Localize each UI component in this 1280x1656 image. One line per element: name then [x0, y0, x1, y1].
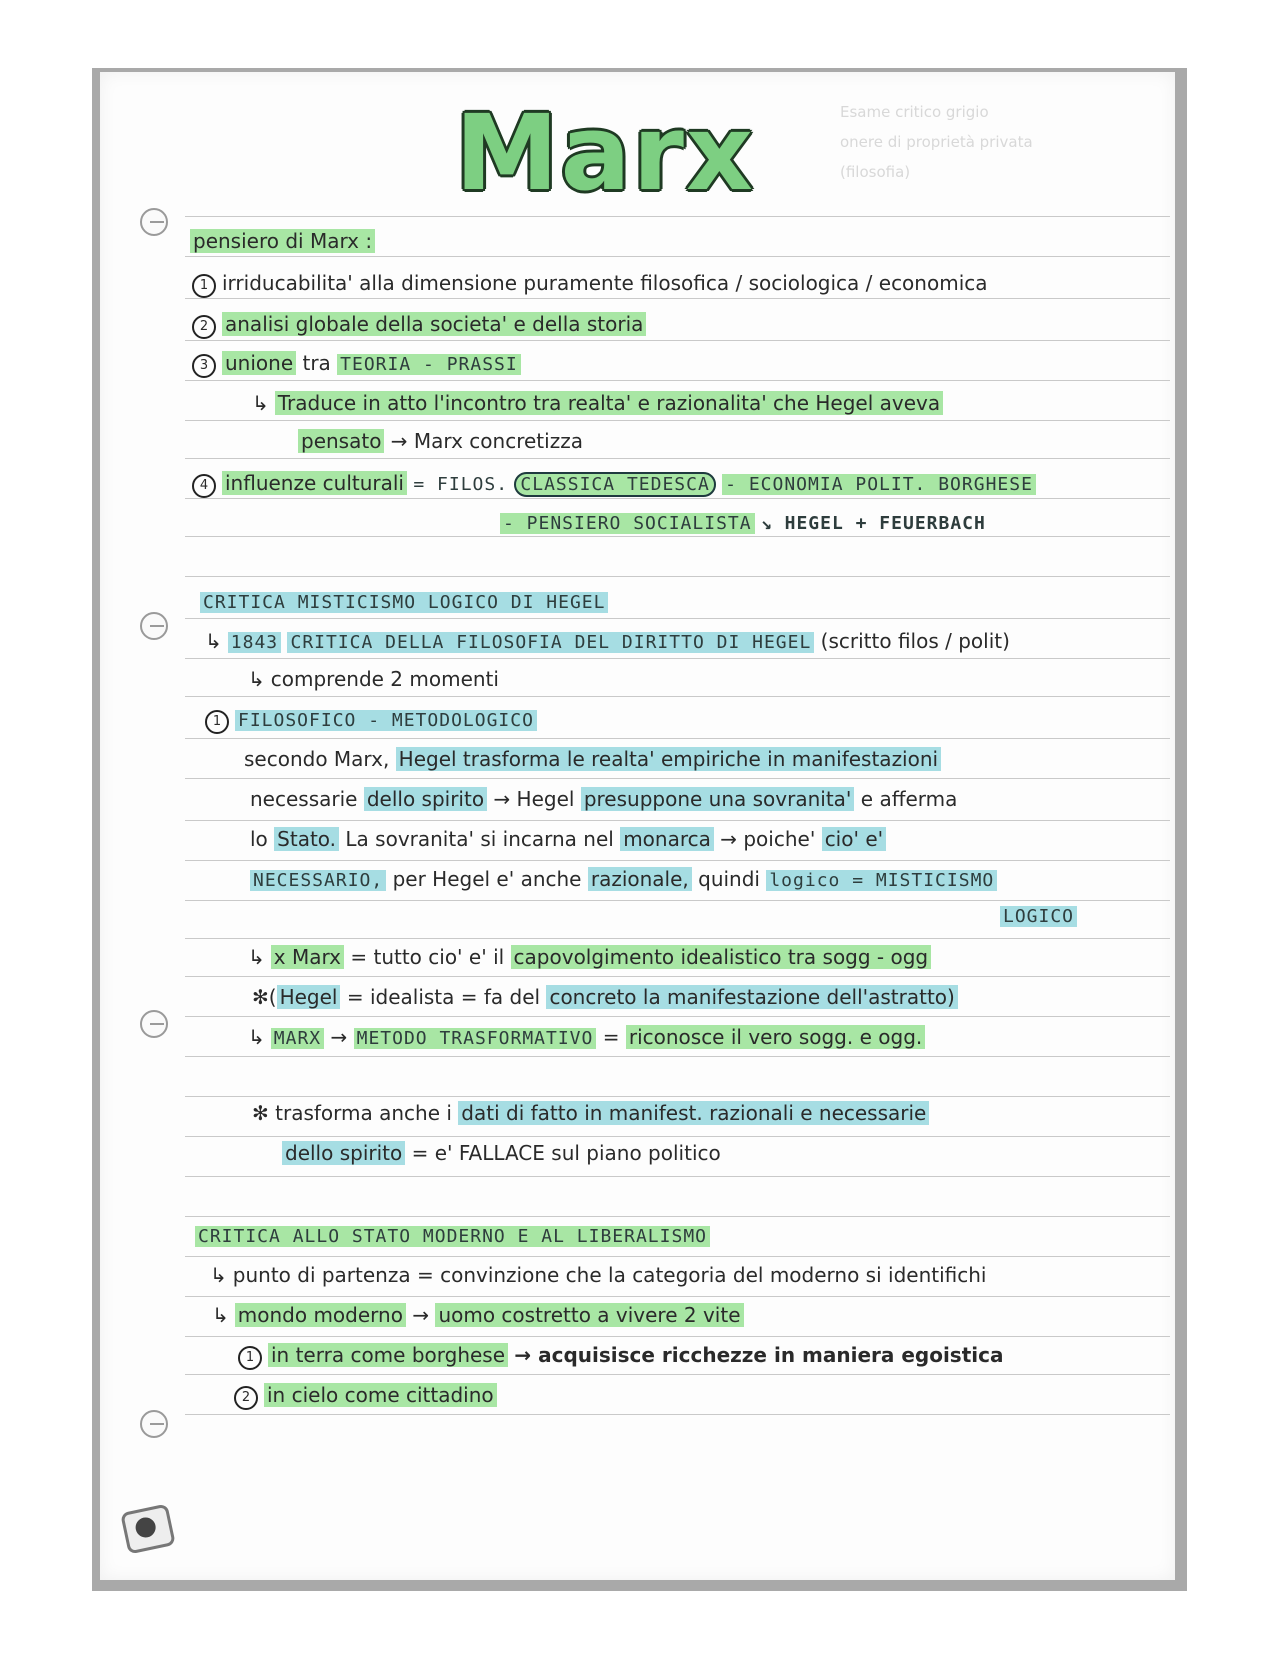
ruled-line	[185, 738, 1170, 739]
heading-text: pensiero di Marx :	[190, 229, 375, 253]
ruled-line	[185, 458, 1170, 459]
ruled-line	[185, 216, 1170, 217]
item-text: Hegel	[277, 985, 341, 1009]
ruled-line	[185, 498, 1170, 499]
item-text: - PENSIERO SOCIALISTA	[500, 513, 755, 534]
number-badge: 2	[234, 1386, 258, 1410]
item-text: METODO TRASFORMATIVO	[354, 1028, 597, 1049]
arrow-icon: ↳	[248, 945, 265, 969]
item-text: monarca	[620, 827, 714, 851]
ruled-line	[185, 1176, 1170, 1177]
ruled-line	[185, 778, 1170, 779]
item-text: → poiche'	[720, 827, 816, 851]
item-text: MARX	[271, 1028, 324, 1049]
ruled-line	[185, 1136, 1170, 1137]
list-item	[205, 706, 537, 734]
item-text: →	[330, 1025, 348, 1049]
item-text: =	[602, 1025, 620, 1049]
list-item	[192, 470, 1036, 498]
arrow-icon: ↳	[248, 1025, 265, 1049]
ruled-line	[185, 938, 1170, 939]
item-text: LOGICO	[1000, 906, 1077, 927]
item-text: unione	[222, 351, 296, 375]
ruled-line	[185, 618, 1170, 619]
item-text: per Hegel e' anche	[392, 867, 582, 891]
item-text: Traduce in atto l'incontro tra realta' e razionalita' che Hegel aveva	[275, 391, 943, 415]
item-text: (	[268, 985, 277, 1009]
item-text: necessarie	[250, 787, 358, 811]
ruled-line	[185, 820, 1170, 821]
ruled-line	[185, 1016, 1170, 1017]
item-text: razionale,	[588, 867, 692, 891]
item-text: → Marx concretizza	[390, 429, 583, 453]
asterisk-icon: ✻	[252, 985, 269, 1009]
list-item	[192, 270, 988, 298]
arrow-icon: ↳	[210, 1263, 227, 1287]
item-text: uomo costretto a vivere 2 vite	[435, 1303, 743, 1327]
item-text: - ECONOMIA POLIT. BORGHESE	[722, 474, 1036, 495]
item-text: Hegel trasforma le realta' empiriche in manifestazioni	[396, 747, 941, 771]
punch-hole	[140, 1010, 168, 1038]
paragraph-line	[250, 866, 997, 894]
item-text: NECESSARIO,	[250, 870, 386, 891]
item-text: in terra come borghese	[268, 1343, 508, 1367]
number-badge: 1	[205, 710, 229, 734]
ruled-line	[185, 976, 1170, 977]
ruled-line	[185, 1414, 1170, 1415]
sub-item	[252, 984, 958, 1010]
ruled-line	[185, 298, 1170, 299]
item-text: = FILOS.	[413, 474, 509, 495]
item-text: secondo Marx,	[244, 747, 390, 771]
item-text: riconosce il vero sogg. e ogg.	[626, 1025, 925, 1049]
item-text: irriducabilita' alla dimensione puramente filosofica / sociologica / economica	[222, 271, 988, 295]
item-text: ↘ HEGEL + FEUERBACH	[760, 513, 986, 534]
note-line	[252, 1100, 929, 1126]
item-text: Stato.	[274, 827, 339, 851]
item-text: (scritto filos / polit)	[820, 629, 1010, 653]
item-text: lo	[250, 827, 268, 851]
ruled-line	[185, 420, 1170, 421]
ruled-line	[185, 900, 1170, 901]
heading-text: CRITICA MISTICISMO LOGICO DI HEGEL	[200, 592, 608, 613]
ruled-line	[185, 340, 1170, 341]
bleed-through-text: onere di proprietà privata	[840, 133, 1033, 151]
item-text: TEORIA - PRASSI	[337, 354, 521, 375]
section-heading	[200, 588, 608, 616]
section-heading	[190, 228, 375, 254]
ruled-line	[185, 1216, 1170, 1217]
sub-item	[248, 944, 931, 970]
item-text: analisi globale della societa' e della storia	[222, 312, 646, 336]
number-badge: 1	[238, 1346, 262, 1370]
list-item	[192, 350, 521, 378]
punch-hole	[140, 1410, 168, 1438]
item-text: = idealista = fa del	[346, 985, 541, 1009]
arrow-icon: ↳	[205, 629, 222, 653]
paragraph-line	[244, 746, 941, 772]
item-text: logico = MISTICISMO	[766, 870, 997, 891]
number-badge: 4	[192, 474, 216, 498]
arrow-icon: ↳	[252, 391, 269, 415]
list-item	[205, 628, 1010, 656]
item-text: punto di partenza = convinzione che la categoria del moderno si identifichi	[232, 1263, 987, 1287]
item-text: tra	[302, 351, 331, 375]
ruled-line	[185, 860, 1170, 861]
item-text: concreto la manifestazione dell'astratto)	[546, 985, 957, 1009]
sub-item	[298, 428, 583, 454]
item-text: dello spirito	[364, 787, 487, 811]
item-text: pensato	[298, 429, 384, 453]
bleed-through-text: (filosofia)	[840, 163, 911, 181]
ruled-line	[185, 576, 1170, 577]
bleed-through-text: Esame critico grigio	[840, 103, 989, 121]
list-item	[212, 1302, 744, 1328]
item-text: = e' FALLACE sul piano politico	[411, 1141, 721, 1165]
ruled-line	[185, 380, 1170, 381]
item-text: dello spirito	[282, 1141, 405, 1165]
item-text: → acquisisce ricchezze in maniera egoistica	[514, 1343, 1004, 1367]
number-badge: 3	[192, 354, 216, 378]
asterisk-icon: ✻	[252, 1101, 269, 1125]
number-badge: 1	[192, 274, 216, 298]
sub-item	[500, 509, 986, 537]
ruled-line	[185, 1256, 1170, 1257]
ruled-line	[185, 1296, 1170, 1297]
note-line	[282, 1140, 721, 1166]
item-text: →	[412, 1303, 430, 1327]
page-title: Marx	[454, 92, 756, 214]
sub-item	[248, 666, 499, 692]
item-text: → Hegel	[493, 787, 575, 811]
sub-item	[248, 1024, 925, 1052]
number-badge: 2	[192, 315, 216, 339]
ruled-line	[185, 1374, 1170, 1375]
heading-text: CRITICA ALLO STATO MODERNO E AL LIBERALISMO	[195, 1226, 710, 1247]
item-text: in cielo come cittadino	[264, 1383, 497, 1407]
ruled-line	[185, 1056, 1170, 1057]
list-item	[234, 1382, 497, 1410]
item-text: = tutto cio' e' il	[350, 945, 505, 969]
punch-hole	[140, 612, 168, 640]
item-text: capovolgimento idealistico tra sogg - ogg	[511, 945, 932, 969]
item-text: dati di fatto in manifest. razionali e necessarie	[458, 1101, 929, 1125]
item-text: cio' e'	[822, 827, 886, 851]
item-text: e afferma	[860, 787, 958, 811]
item-text: x Marx	[271, 945, 344, 969]
ruled-line	[185, 658, 1170, 659]
ruled-line	[185, 696, 1170, 697]
arrow-icon: ↳	[248, 667, 265, 691]
item-text: 1843	[228, 632, 281, 653]
item-text: presuppone una sovranita'	[581, 787, 855, 811]
list-item	[192, 311, 646, 339]
paragraph-line	[250, 826, 886, 852]
ruled-line	[185, 256, 1170, 257]
item-text: quindi	[698, 867, 760, 891]
list-item	[238, 1342, 1003, 1370]
item-text: La sovranita' si incarna nel	[345, 827, 614, 851]
punch-hole	[140, 208, 168, 236]
ruled-line	[185, 1096, 1170, 1097]
section-heading	[195, 1222, 710, 1250]
item-text: trasforma anche i	[275, 1101, 452, 1125]
ruled-line	[185, 1336, 1170, 1337]
arrow-icon: ↳	[212, 1303, 229, 1327]
item-text: CRITICA DELLA FILOSOFIA DEL DIRITTO DI HEGEL	[287, 632, 814, 653]
paragraph-line	[1000, 902, 1077, 930]
item-text: comprende 2 momenti	[270, 667, 499, 691]
item-text: influenze culturali	[222, 471, 407, 495]
paragraph-line	[250, 786, 957, 812]
list-item	[210, 1262, 986, 1288]
item-text: mondo moderno	[235, 1303, 406, 1327]
sub-item	[252, 390, 943, 416]
boxed-term: CLASSICA TEDESCA	[514, 472, 715, 497]
item-text: FILOSOFICO - METODOLOGICO	[235, 710, 537, 731]
